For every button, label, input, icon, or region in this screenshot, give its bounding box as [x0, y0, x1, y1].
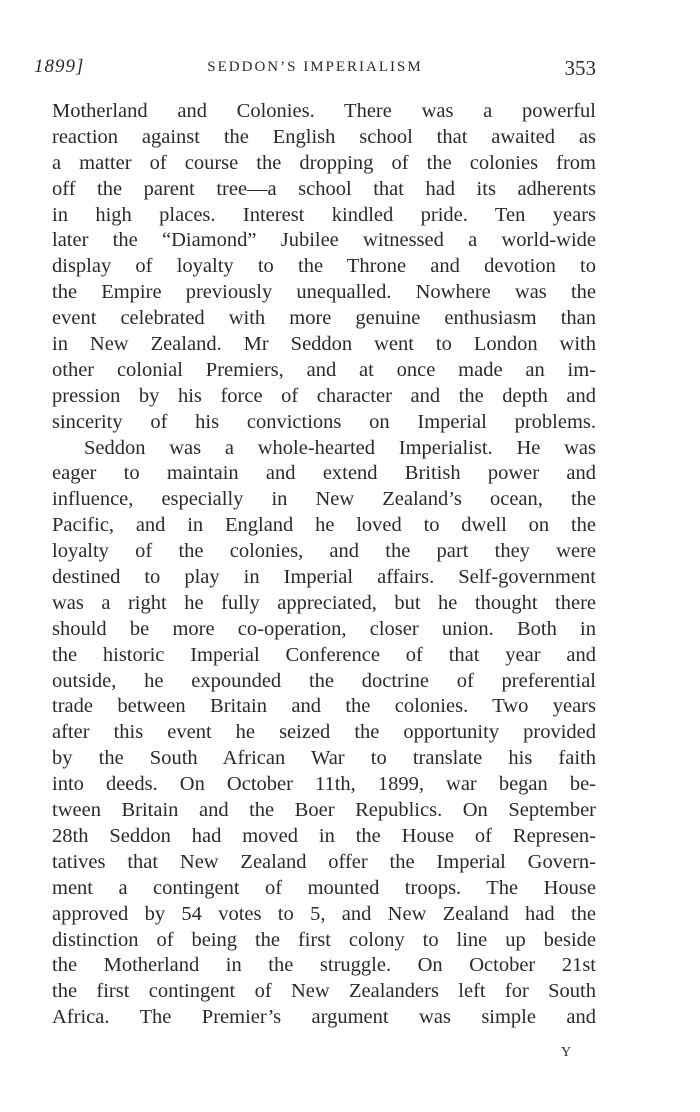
- header-title: SEDDON’S IMPERIALISM: [207, 59, 423, 75]
- text-line: event celebrated with more genuine enthusiasm than: [52, 307, 596, 330]
- text-line: a matter of course the dropping of the colonies from: [52, 151, 596, 174]
- text-line: Pacific, and in England he loved to dwell on the: [52, 514, 596, 537]
- body-text: [52, 99, 596, 1031]
- text-line: destined to play in Imperial affairs. Self-government: [52, 566, 596, 589]
- text-line: sincerity of his convictions on Imperial problems.: [52, 410, 596, 433]
- text-line: Motherland and Colonies. There was a powerful: [52, 100, 596, 122]
- text-line: the Motherland in the struggle. On October 21st: [52, 954, 596, 977]
- text-line: influence, especially in New Zealand’s ocean, the: [52, 488, 596, 511]
- text-line: the historic Imperial Conference of that year and: [52, 643, 596, 666]
- text-line: display of loyalty to the Throne and devotion to: [52, 255, 596, 278]
- text-line: in high places. Interest kindled pride. Ten years: [52, 203, 596, 226]
- text-line: trade between Britain and the colonies. Two years: [52, 695, 596, 718]
- text-line: was a right he fully appreciated, but he thought there: [52, 591, 596, 614]
- text-line: approved by 54 votes to 5, and New Zealand had the: [52, 902, 596, 925]
- text-line: outside, he expounded the doctrine of preferential: [52, 669, 596, 692]
- text-line: after this event he seized the opportunity provided: [52, 721, 596, 744]
- text-line: off the parent tree—a school that had its adherents: [52, 177, 596, 200]
- text-line: into deeds. On October 11th, 1899, war began be-: [52, 773, 596, 796]
- text-line: distinction of being the first colony to line up beside: [52, 928, 596, 951]
- text-line: tween Britain and the Boer Republics. On September: [52, 799, 596, 822]
- header-year: 1899]: [34, 56, 85, 77]
- text-line: the first contingent of New Zealanders left for South: [52, 980, 596, 1003]
- text-line: other colonial Premiers, and at once made an im-: [52, 358, 596, 381]
- page-number: 353: [564, 56, 596, 80]
- text-line: should be more co-operation, closer union. Both in: [52, 617, 596, 640]
- text-line: Seddon was a whole-hearted Imperialist. He was: [84, 436, 596, 459]
- text-line: later the “Diamond” Jubilee witnessed a world-wide: [52, 229, 596, 252]
- text-line: the Empire previously unequalled. Nowhere was the: [52, 281, 596, 304]
- running-header: [34, 56, 596, 86]
- text-line: reaction against the English school that awaited as: [52, 125, 596, 148]
- text-line: ment a contingent of mounted troops. The House: [52, 876, 596, 899]
- text-line: in New Zealand. Mr Seddon went to London with: [52, 333, 596, 356]
- text-line: 28th Seddon had moved in the House of Represen-: [52, 824, 596, 847]
- text-line: pression by his force of character and the depth and: [52, 384, 596, 407]
- text-line: eager to maintain and extend British power and: [52, 462, 596, 485]
- text-line: loyalty of the colonies, and the part they were: [52, 540, 596, 563]
- text-line: Africa. The Premier’s argument was simple and: [52, 1006, 596, 1029]
- signature-mark: Y: [561, 1045, 572, 1060]
- text-line: tatives that New Zealand offer the Imperial Govern-: [52, 850, 596, 873]
- text-line: by the South African War to translate his faith: [52, 747, 596, 770]
